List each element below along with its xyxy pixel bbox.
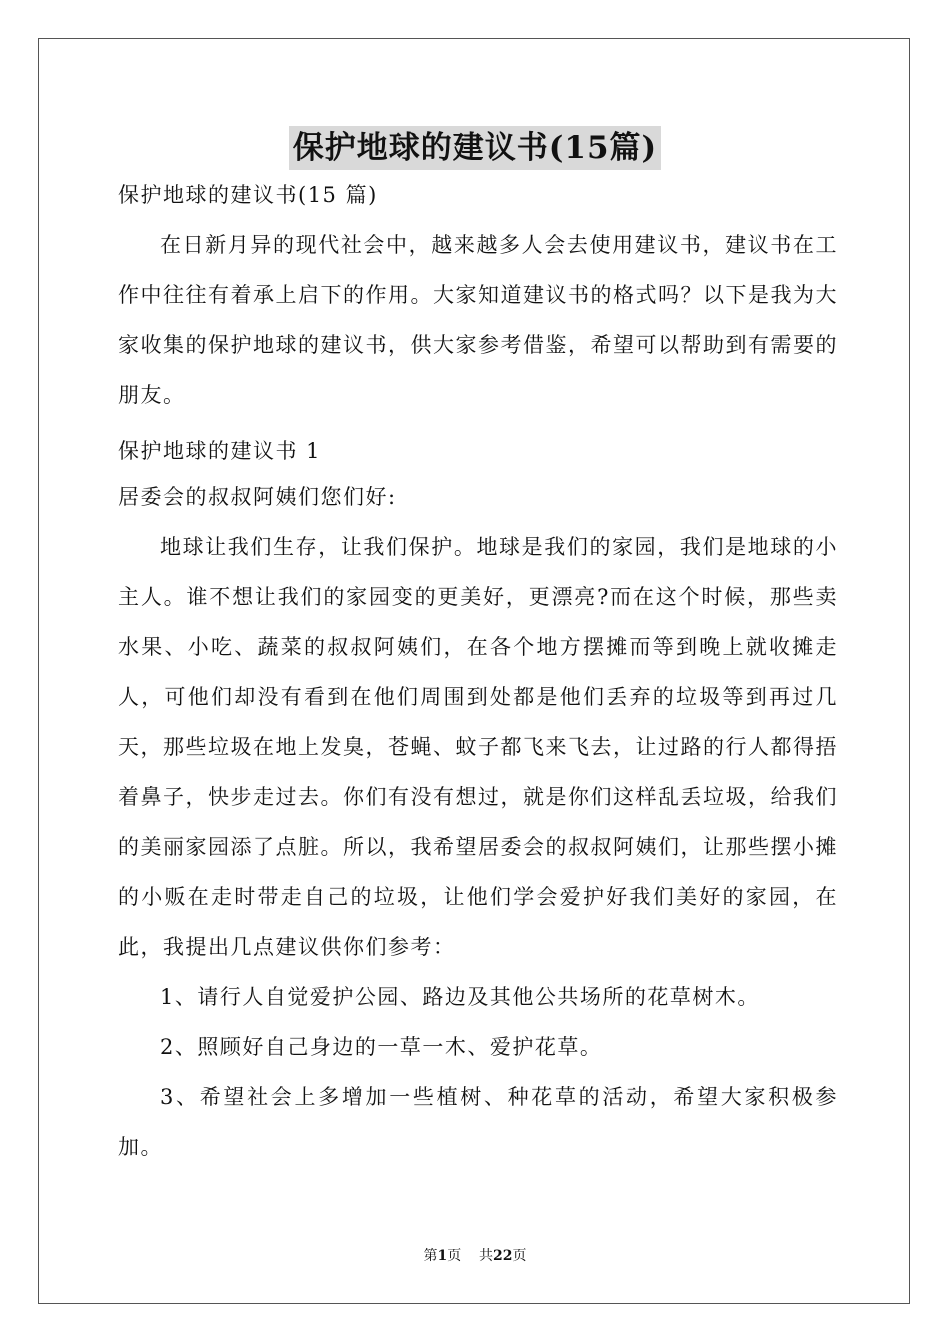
section-heading-1: 保护地球的建议书 1 — [118, 439, 322, 463]
document-title — [0, 126, 950, 170]
footer-total-suffix: 页 — [512, 1248, 527, 1264]
page-footer — [0, 1246, 950, 1266]
greeting-line: 居委会的叔叔阿姨们您们好: — [118, 485, 397, 509]
list-item-3: 3、希望社会上多增加一些植树、种花草的活动，希望大家积极参加。 — [118, 1085, 838, 1159]
document-subtitle: 保护地球的建议书(15 篇) — [118, 183, 378, 207]
footer-page-suffix: 页 — [447, 1248, 462, 1264]
footer-page-current: 1 — [437, 1248, 448, 1264]
intro-paragraph: 在日新月异的现代社会中，越来越多人会去使用建议书，建议书在工作中往往有着承上启下的作用。大家知道建议书的格式吗？以下是我为大家收集的保护地球的建议书，供大家参考借鉴，希望可以帮助到有需要的朋友。 — [118, 233, 838, 407]
body-paragraph-1: 地球让我们生存，让我们保护。地球是我们的家园，我们是地球的小主人。谁不想让我们的家园变的更美好，更漂亮?而在这个时候，那些卖水果、小吃、蔬菜的叔叔阿姨们，在各个地方摆摊而等到晚上就收摊走人，可他们却没有看到在他们周围到处都是他们丢弃的垃圾等到再过几天，那些垃圾在地上发臭，苍蝇、蚊子都飞来飞去，让过路的行人都得捂着鼻子，快步走过去。你们有没有想过，就是你们这样乱丢垃圾，给我们的美丽家园添了点脏。所以，我希望居委会的叔叔阿姨们，让那些摆小摊的小贩在走时带走自己的垃圾，让他们学会爱护好我们美好的家园，在此，我提出几点建议供你们参考： — [118, 535, 838, 959]
footer-page-total: 22 — [493, 1248, 513, 1264]
document-title-text: 保护地球的建议书(15篇) — [289, 126, 661, 170]
footer-page-prefix: 第 — [423, 1248, 438, 1264]
list-item-1: 1、请行人自觉爱护公园、路边及其他公共场所的花草树木。 — [160, 985, 760, 1009]
list-item-2: 2、照顾好自己身边的一草一木、爱护花草。 — [160, 1035, 603, 1059]
footer-total-prefix: 共 — [479, 1248, 494, 1264]
document-body — [118, 180, 838, 1172]
